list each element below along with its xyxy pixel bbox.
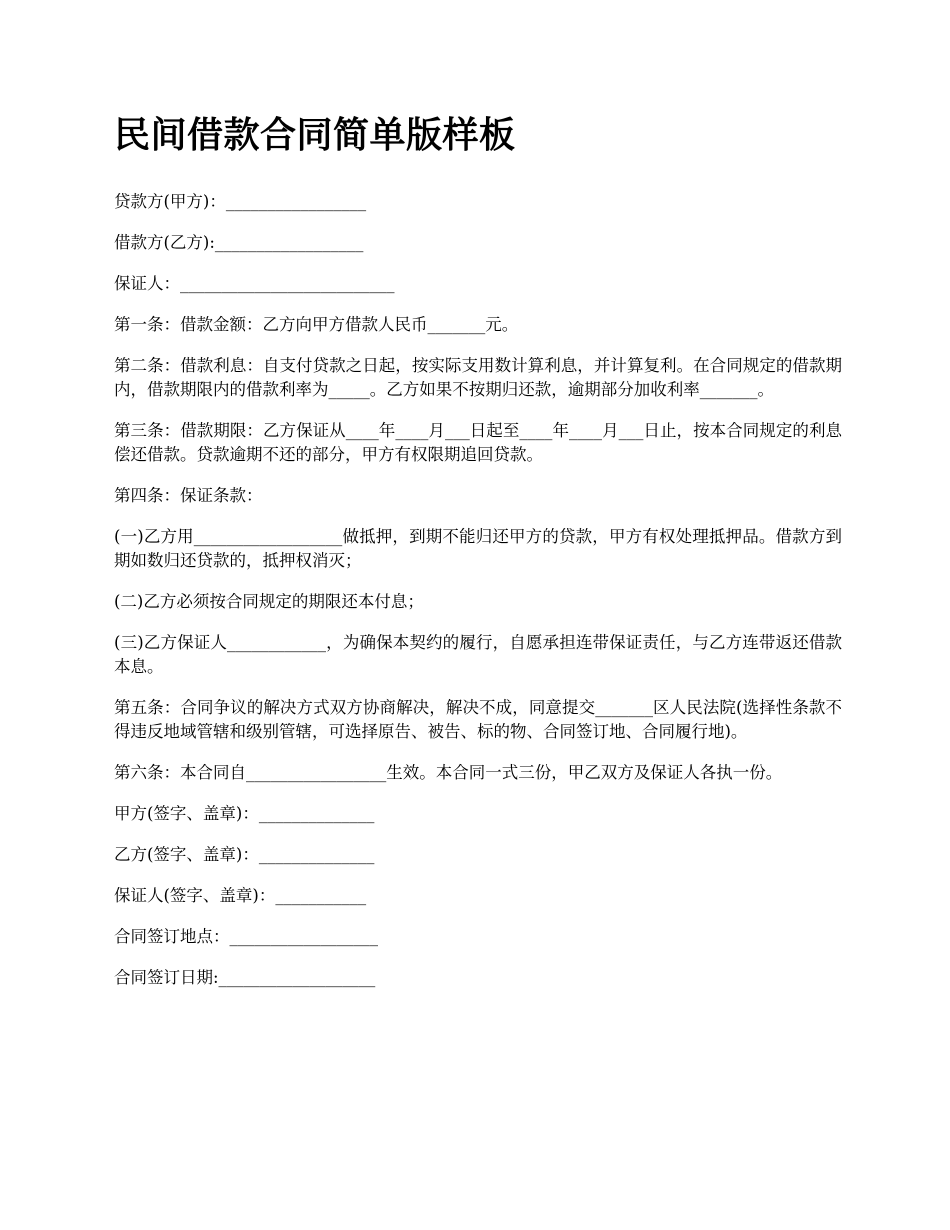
- guarantor-signature-line: 保证人(签字、盖章)：___________: [114, 886, 367, 905]
- document-title: 民间借款合同简单版样板: [114, 115, 516, 156]
- article-5-dispute-resolution: 第五条：合同争议的解决方式双方协商解决，解决不成，同意提交_______区人民法院(选择性条款不得违反地域管辖和级别管辖，可选择原告、被告、标的物、合同签订地、合同履行地)。: [114, 698, 842, 741]
- signing-date-line: 合同签订日期:___________________: [114, 968, 376, 987]
- guarantor-line: 保证人：__________________________: [114, 274, 395, 293]
- party-b-signature-line: 乙方(签字、盖章)：______________: [114, 845, 375, 864]
- article-1-loan-amount: 第一条：借款金额：乙方向甲方借款人民币_______元。: [114, 315, 519, 334]
- article-6-effectiveness: 第六条：本合同自_________________生效。本合同一式三份，甲乙双方及保证人各执一份。: [114, 763, 783, 782]
- lender-line: 贷款方(甲方)：_________________: [114, 192, 367, 211]
- guarantee-clause-3: (三)乙方保证人____________，为确保本契约的履行，自愿承担连带保证责任，与乙方连带返还借款本息。: [114, 633, 842, 676]
- guarantee-clause-1: (一)乙方用__________________做抵押，到期不能归还甲方的贷款，甲方有权处理抵押品。借款方到期如数归还贷款的，抵押权消灭；: [114, 527, 842, 570]
- article-4-guarantee-heading: 第四条：保证条款：: [114, 486, 263, 505]
- article-2-loan-interest: 第二条：借款利息：自支付贷款之日起，按实际支用数计算利息，并计算复利。在合同规定的借款期内，借款期限内的借款利率为_____。乙方如果不按期归还款，逾期部分加收利率_______。: [114, 356, 842, 399]
- party-a-signature-line: 甲方(签字、盖章)：______________: [114, 804, 375, 823]
- signing-place-line: 合同签订地点：__________________: [114, 927, 378, 946]
- guarantee-clause-2: (二)乙方必须按合同规定的期限还本付息；: [114, 592, 424, 611]
- borrower-line: 借款方(乙方):__________________: [114, 233, 364, 252]
- document-page: [114, 112, 842, 1007]
- article-3-loan-term: 第三条：借款期限：乙方保证从____年____月___日起至____年____月___日止，按本合同规定的利息偿还借款。贷款逾期不还的部分，甲方有权限期追回贷款。: [114, 421, 842, 464]
